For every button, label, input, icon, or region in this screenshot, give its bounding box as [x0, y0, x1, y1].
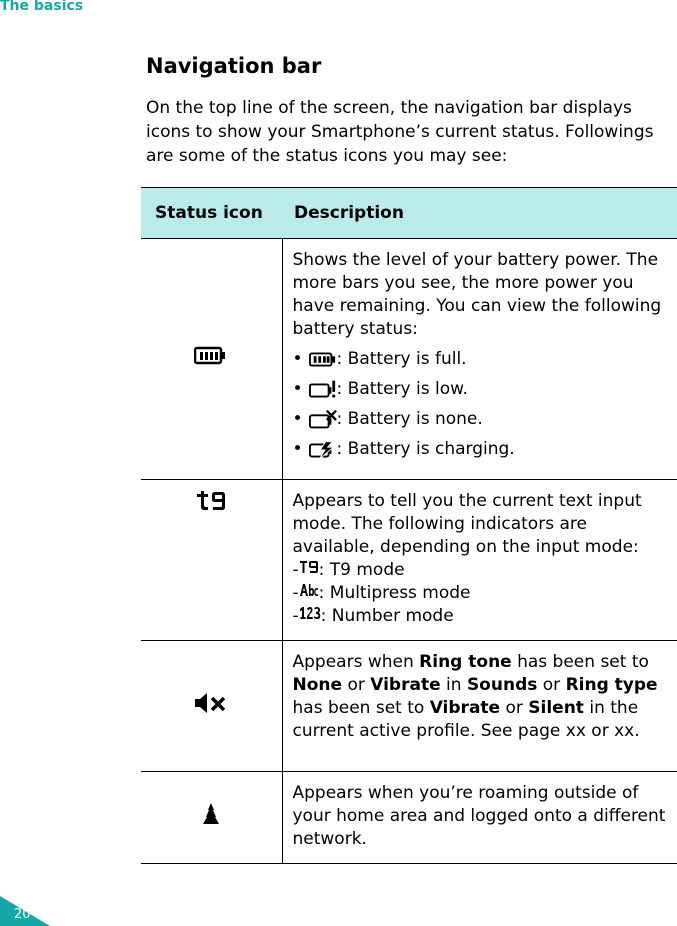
ring-type-term: Ring type [565, 675, 658, 695]
input-mode-icon-cell [141, 480, 282, 641]
list-item [293, 408, 670, 431]
list-item [293, 559, 670, 582]
sounds-term: Sounds [466, 675, 538, 695]
text-run: or [500, 698, 529, 718]
battery-description-cell [282, 239, 677, 480]
ring-tone-term: Ring tone [419, 652, 512, 672]
battery-full-icon [194, 351, 228, 371]
number-mode-label: : Number mode [320, 606, 454, 626]
silent-term: Silent [528, 698, 584, 718]
battery-full-icon [309, 351, 337, 369]
battery-low-label: : Battery is low. [336, 379, 468, 399]
description-column-header: Description [282, 188, 677, 239]
roaming-icon [200, 811, 222, 831]
roaming-description: Appears when you’re roaming outside of your home area and logged onto a different network. [292, 783, 666, 849]
text-run: has been set to [292, 698, 430, 718]
table-row-input-mode [141, 480, 677, 641]
page-heading: Navigation bar [146, 54, 322, 78]
status-icon-table [141, 187, 677, 864]
battery-none-icon [309, 409, 337, 431]
battery-low-icon [309, 379, 337, 401]
roaming-description-cell [282, 772, 677, 864]
123-icon [299, 605, 321, 628]
intro-paragraph: On the top line of the screen, the navigation bar displays icons to show your Smartphone’s current status. Followings are some of the status icons you may see: [146, 98, 654, 166]
input-mode-description: Appears to tell you the current text input mode. The following indicators are available, depending on the input mode: [292, 491, 642, 557]
bullet: • [292, 379, 303, 399]
none-term: None [292, 675, 343, 695]
multipress-mode-label: : Multipress mode [318, 583, 471, 603]
list-item [293, 605, 670, 628]
text-run: in [440, 675, 467, 695]
battery-charging-label: : Battery is charging. [336, 439, 515, 459]
t9-icon [299, 559, 319, 582]
battery-charging-icon [309, 439, 337, 461]
list-item [293, 438, 670, 461]
list-item [293, 348, 670, 371]
text-run: has been set to [511, 652, 649, 672]
text-run: in the current active profile. See page xx or xx. [292, 698, 640, 741]
table-row-roaming [141, 772, 677, 864]
bullet: • [292, 349, 303, 369]
silent-description-cell [282, 641, 677, 772]
dash: - [292, 606, 299, 626]
battery-none-label: : Battery is none. [336, 409, 483, 429]
battery-description: Shows the level of your battery power. The more bars you see, the more power you have remaining. You can view the following battery status: [292, 250, 662, 339]
silent-icon-cell [141, 641, 282, 772]
t9-mode-label: : T9 mode [318, 560, 405, 580]
page-number: 20 [14, 907, 31, 922]
status-icon-column-header: Status icon [141, 188, 282, 239]
table-header-row [141, 188, 677, 239]
input-mode-description-cell [282, 480, 677, 641]
bullet: • [292, 439, 303, 459]
list-item [293, 582, 670, 605]
text-run: or [342, 675, 371, 695]
table-row-battery [141, 239, 677, 480]
dash: - [292, 583, 299, 603]
roaming-icon-cell [141, 772, 282, 864]
table-row-silent [141, 641, 677, 772]
bullet: • [292, 409, 303, 429]
text-run: Appears when [292, 652, 420, 672]
dash: - [292, 560, 299, 580]
section-label: The basics [0, 0, 84, 14]
list-item [293, 378, 670, 401]
speaker-mute-icon [193, 700, 229, 720]
t9-icon [194, 497, 228, 517]
vibrate-term: Vibrate [429, 698, 501, 718]
text-run: or [537, 675, 566, 695]
abc-icon [299, 582, 319, 605]
vibrate-term: Vibrate [370, 675, 441, 695]
battery-full-label: : Battery is full. [336, 349, 467, 369]
battery-icon-cell [141, 239, 282, 480]
